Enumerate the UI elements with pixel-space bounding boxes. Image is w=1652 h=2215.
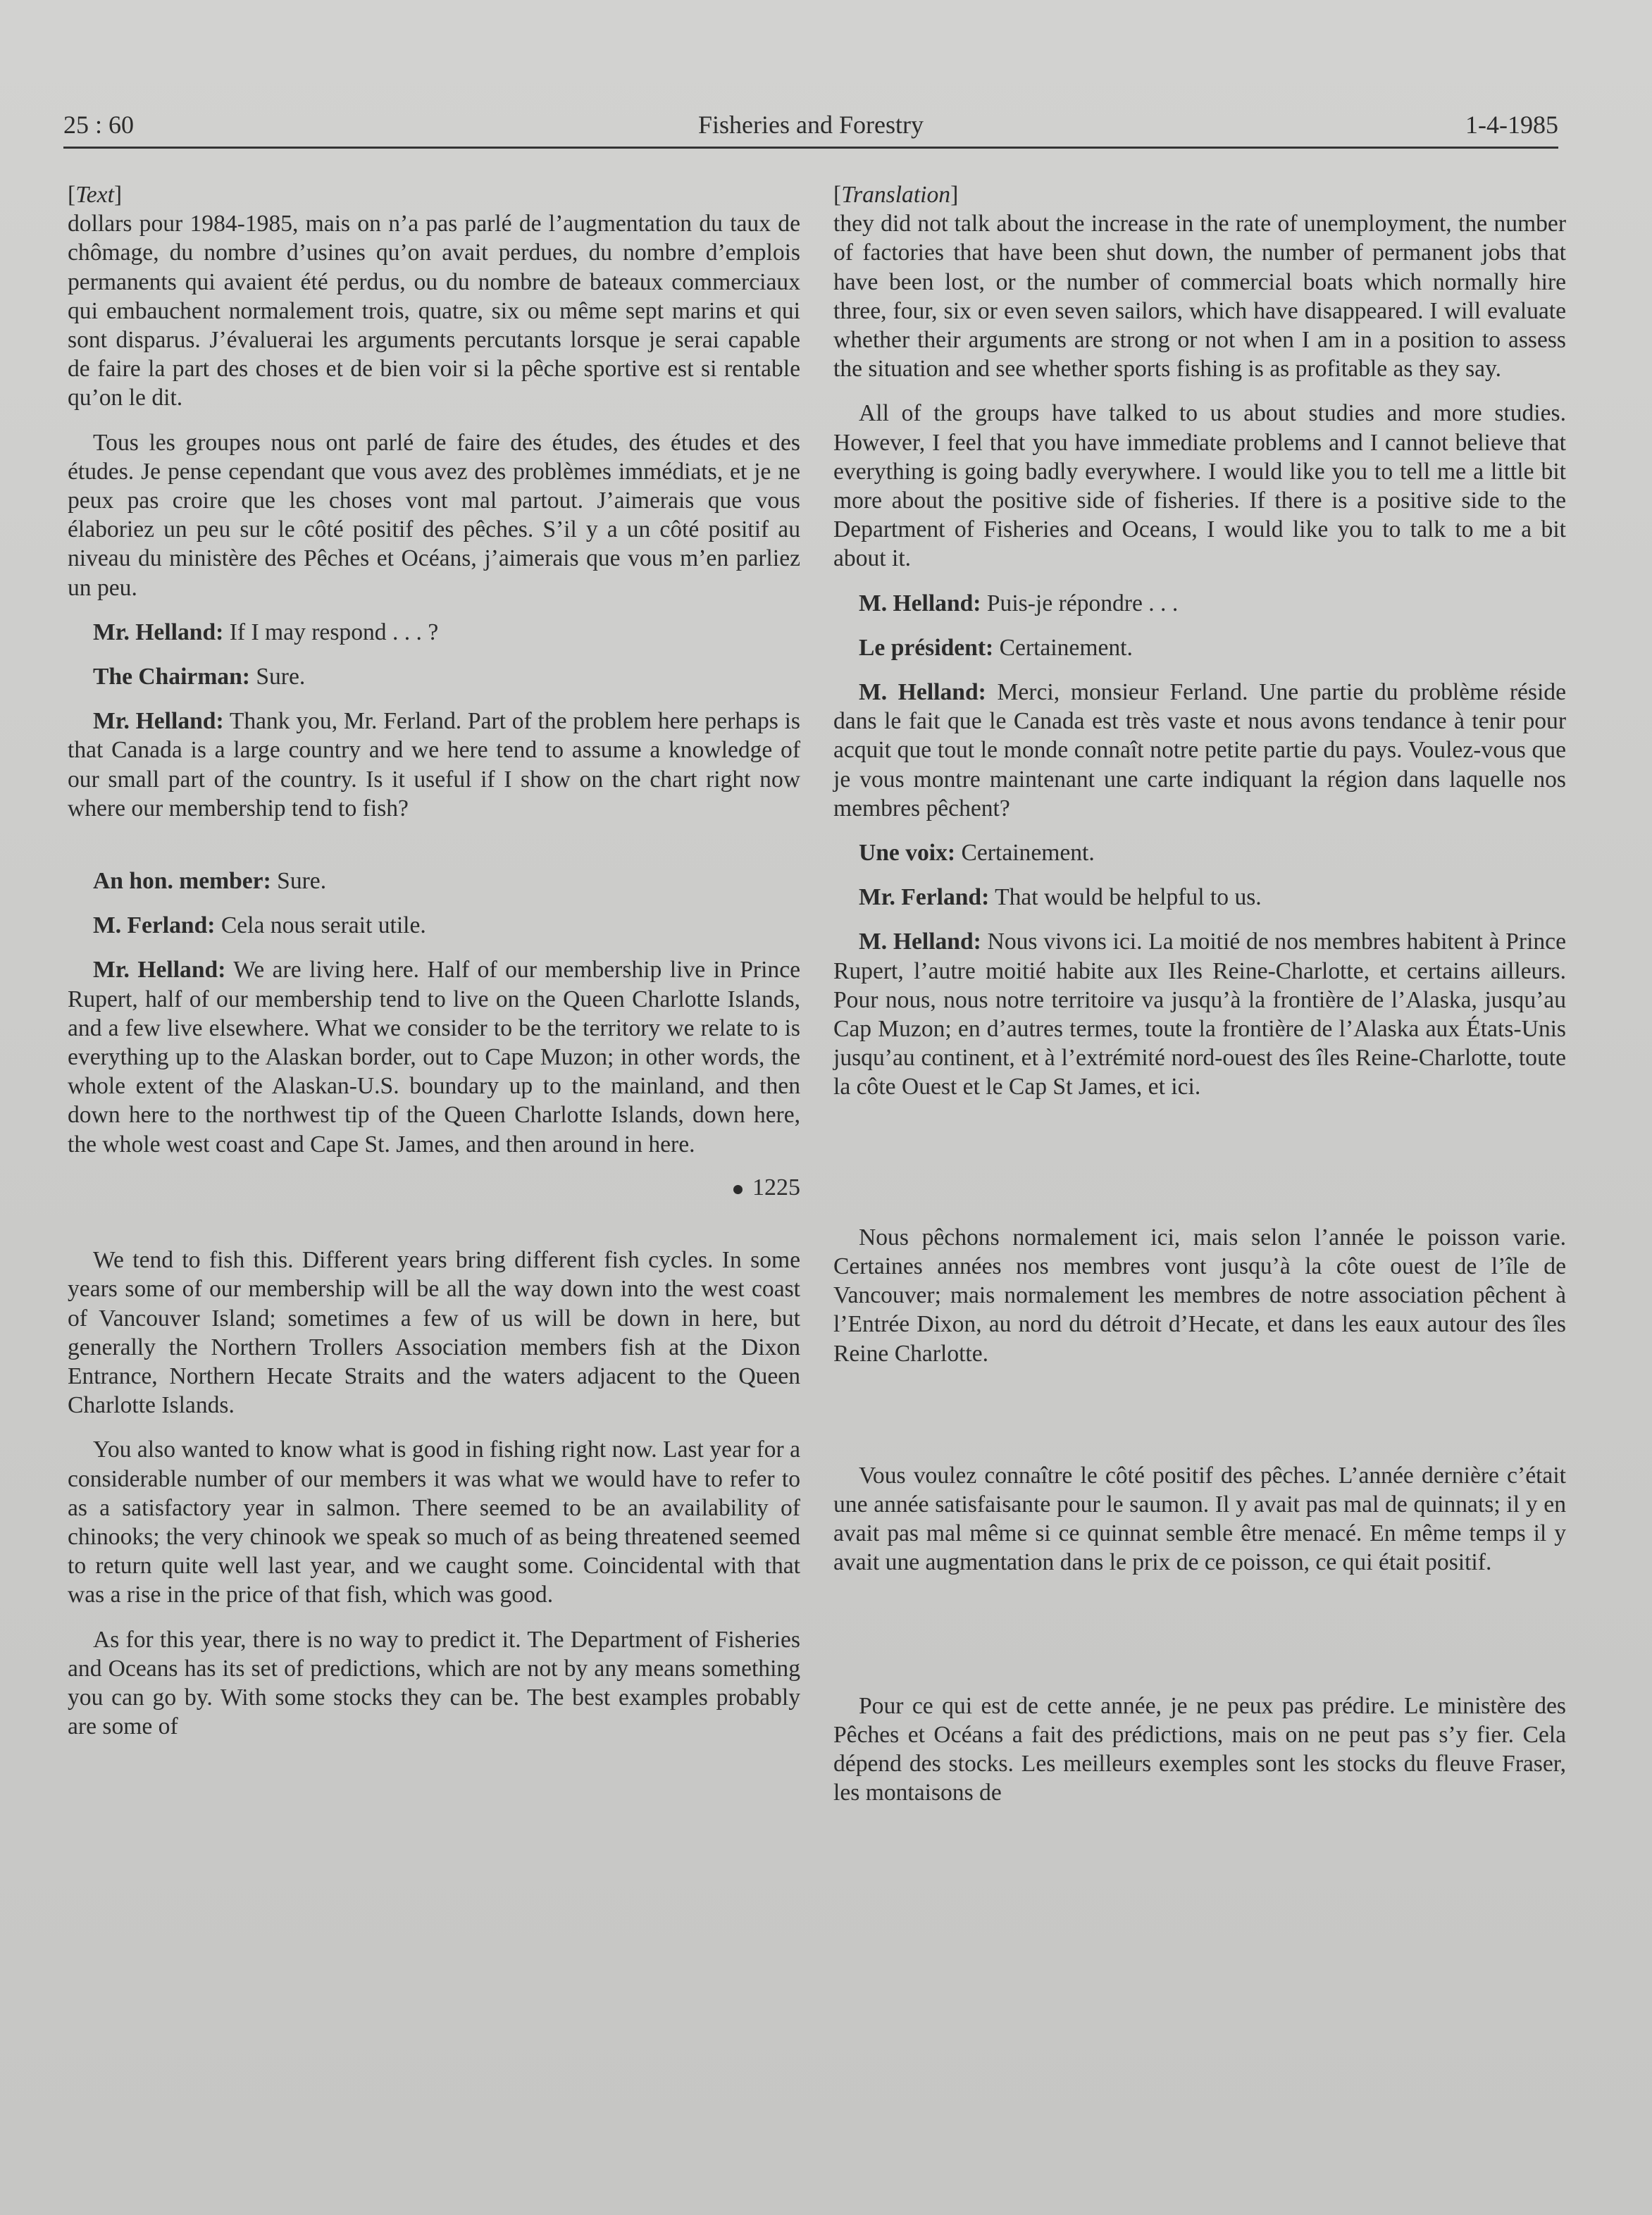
header-rule: [63, 147, 1558, 149]
speech-text: That would be helpful to us.: [989, 884, 1262, 911]
speaker: Le président:: [859, 634, 994, 661]
speech-text: If I may respond . . . ?: [223, 619, 439, 645]
speaker: Mr. Helland:: [93, 708, 224, 735]
time-marker: [68, 1173, 800, 1202]
speech: [833, 589, 1566, 618]
speech: [68, 955, 800, 1158]
running-title: Fisheries and Forestry: [698, 111, 924, 139]
page-header: [63, 106, 1558, 148]
paragraph: We tend to fish this. Different years bring different fish cycles. In some years some of our membership will be all the way down into the west coast of Vancouver Island; sometimes a few of us will be down in here, but generally the Northern Trollers Association members fish at the Dixon Entrance, Northern Hecate Straits and the waters adjacent to the Queen Charlotte Islands.: [68, 1247, 800, 1419]
speech: [68, 911, 800, 940]
paragraph: You also wanted to know what is good in fishing right now. Last year for a considerable number of our members it was what we would have to refer to as a satisfactory year in salmon. There seemed to be an availability of chinooks; the very chinook we speak so much of as being threatened seemed to return quite well last year, and we caught some. Coincidental with that was a rise in the price of that fish, which was good.: [68, 1437, 800, 1608]
text-label: [ Text ]: [68, 180, 800, 209]
speaker: M. Helland:: [859, 679, 986, 706]
speech-text: Puis-je répondre . . .: [981, 590, 1179, 616]
translation-label: [ Translation ]: [833, 180, 1566, 209]
speaker: Une voix:: [859, 840, 956, 867]
speech: [833, 838, 1566, 867]
speaker: The Chairman:: [93, 664, 250, 690]
speech: [833, 633, 1566, 662]
header-date: 1-4-1985: [1465, 111, 1558, 139]
speech: [68, 618, 800, 647]
page-number: 25 : 60: [63, 111, 135, 139]
speech: [68, 662, 800, 691]
left-column: [68, 180, 800, 1741]
speech-text: Thank you, Mr. Ferland. Part of the problem here perhaps is that Canada is a large country and we here tend to assume a knowledge of our small part of the country. Is it useful if I show on the chart right now where our membership tend to fish?: [68, 708, 800, 821]
speaker: M. Helland:: [859, 590, 981, 616]
spacer: [833, 1577, 1566, 1676]
speaker: Mr. Helland:: [93, 957, 226, 984]
paragraph: Tous les groupes nous ont parlé de faire des études, des études et des études. Je pense cependant que vous avez des problèmes immédiats, et je ne peux pas croire que les choses vont mal partout. J’aimerais que vous élaboriez un peu sur le côté positif des pêches. S’il y a un côté positif au niveau du ministère des Pêches et Océans, j’aimerais que vous m’en parliez un peu.: [68, 429, 800, 601]
spacer: [68, 823, 800, 851]
paragraph: Vous voulez connaître le côté positif des pêches. L’année dernière c’était une année satisfaisante pour le saumon. Il y avait pas mal de quinnats; il y en avait pas mal même si ce quinnat semble être menacé. En même temps il y avait une augmentation dans le prix de ce poisson, ce qui était positif.: [833, 1462, 1566, 1576]
paragraph: As for this year, there is no way to predict it. The Department of Fisheries and Oceans has its set of predictions, which are not by any means something you can go by. With some stocks they can be. The best examples probably are some of: [68, 1626, 800, 1740]
paragraph: All of the groups have talked to us about studies and more studies. However, I feel that you have immediate problems and I cannot believe that everything is going badly everywhere. I would like you to tell me a little bit more about the positive side of fisheries. If there is a positive side to the Department of Fisheries and Oceans, I would like you to talk to me a bit about it.: [833, 400, 1566, 572]
speaker: Mr. Helland:: [93, 619, 224, 645]
speech-text: Certainement.: [993, 634, 1133, 661]
bullet-icon: [733, 1185, 743, 1194]
speech-text: Merci, monsieur Ferland. Une partie du problème réside dans le fait que le Canada est très vaste et nous avons tendance à tenir pour acquit que tout le monde connaît notre petite partie du pays. Voulez-vous que je vous montre maintenant une carte indiquant la région dans laquelle nos membres pêchent?: [833, 679, 1567, 821]
speech: [833, 927, 1566, 1101]
spacer: [833, 1102, 1566, 1208]
speaker: An hon. member:: [93, 868, 271, 895]
speech-text: Sure.: [249, 664, 306, 690]
speaker: Mr. Ferland:: [859, 884, 990, 911]
time-marker-text: 1225: [752, 1174, 800, 1200]
speech-text: We are living here. Half of our membership live in Prince Rupert, half of our membership tend to live on the Queen Charlotte Islands, and a few live elsewhere. What we consider to be the territory we relate to is everything up to the Alaskan border, out to Cape Muzon; in other words, the whole extent of the Alaskan-U.S. boundary up to the mainland, and then down here to the northwest tip of the Queen Charlotte Islands, down here, the whole west coast and Cape St. James, and then around in here.: [68, 957, 800, 1158]
speech: [68, 707, 800, 823]
paragraph: Pour ce qui est de cette année, je ne peux pas prédire. Le ministère des Pêches et Océans a fait des prédictions, mais on ne peut pas s’y fier. Cela dépend des stocks. Les meilleurs exemples sont les stocks du fleuve Fraser, les montaisons de: [833, 1692, 1566, 1806]
speech: [833, 678, 1566, 823]
speech: [833, 883, 1566, 912]
speech-text: Sure.: [271, 868, 327, 895]
speech: [68, 867, 800, 895]
speaker: M. Ferland:: [93, 912, 216, 939]
speaker: M. Helland:: [859, 929, 981, 955]
paragraph: they did not talk about the increase in the rate of unemployment, the number of factories that have been shut down, the number of permanent jobs that have been lost, or the number of commercial boats which normally hire three, four, six or even seven sailors, which have disappeared. I will evaluate whether their arguments are strong or not when I am in a position to assess the situation and see whether sports fishing is as profitable as they say.: [833, 211, 1566, 383]
right-column: [833, 180, 1566, 1807]
spacer: [68, 1202, 800, 1230]
speech-text: Certainement.: [955, 840, 1095, 867]
paragraph: Nous pêchons normalement ici, mais selon l’année le poisson varie. Certaines années nos membres vont jusqu’à la côte ouest de l’île de Vancouver; mais normalement les membres de notre association pêchent à l’Entrée Dixon, au nord du détroit d’Hecate, et dans les eaux autour des îles Reine Charlotte.: [833, 1224, 1566, 1367]
paragraph: dollars pour 1984-1985, mais on n’a pas parlé de l’augmentation du taux de chômage, du nombre d’usines qu’on avait perdues, du nombre d’emplois permanents qui avaient été perdus, ou du nombre de bateaux commerciaux qui embauchent normalement trois, quatre, six ou même sept marins et qui sont disparus. J’évaluerai les arguments percutants lorsque je serai capable de faire la part des choses et de bien voir si la pêche sportive est si rentable qu’on le dit.: [68, 211, 800, 411]
speech-text: Cela nous serait utile.: [215, 912, 426, 939]
speech-text: Nous vivons ici. La moitié de nos membres habitent à Prince Rupert, l’autre moitié habite aux Iles Reine-Charlotte, et certains ailleurs. Pour nous, nous notre territoire va jusqu’à la frontière de l’Alaska, jusqu’au Cap Muzon; en d’autres termes, toute la frontière de l’Alaska aux États-Unis jusqu’au continent, et à l’extrémité nord-ouest des îles Reine-Charlotte, toute la côte Ouest et le Cap St James, et ici.: [833, 929, 1566, 1100]
spacer: [833, 1368, 1566, 1446]
